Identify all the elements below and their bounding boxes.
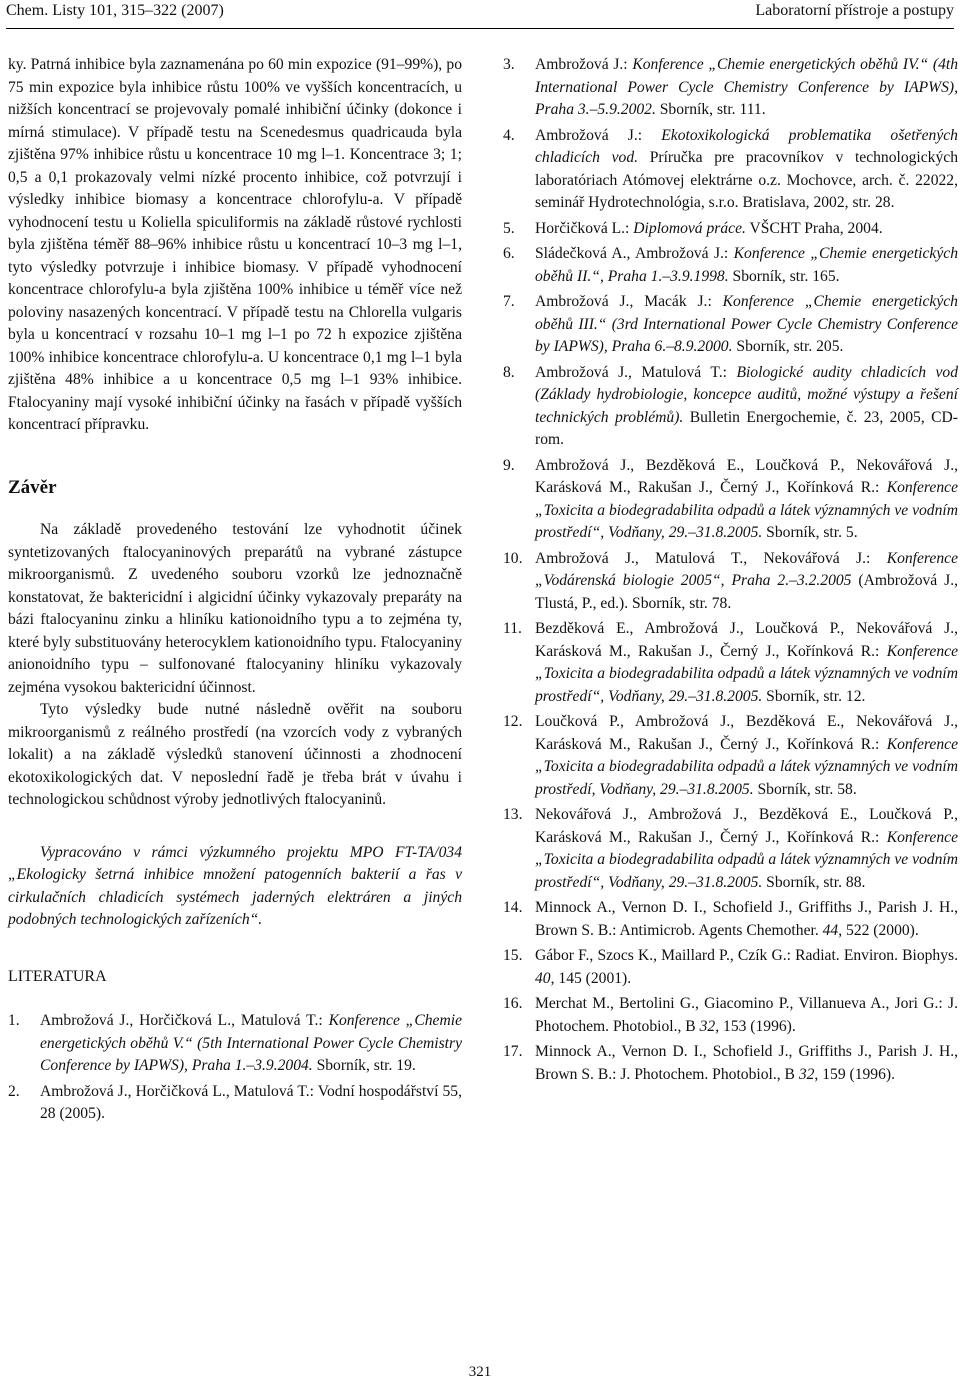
reference-item (503, 804, 958, 894)
reference-title: 44 (822, 921, 839, 939)
running-header-right: Laboratorní přístroje a postupy (755, 2, 954, 19)
reference-source: Sborník, str. 88. (762, 873, 866, 891)
reference-authors: Ambrožová J.: (535, 56, 633, 73)
reference-text (535, 1041, 958, 1086)
reference-title: Konference „Chemie energetických oběhů V.“ (5th International Power Cycle Chemistry Conference by IAPWS), Praha 1.–3.9.2004. (40, 1012, 462, 1074)
reference-source: Sborník, str. 19. (312, 1057, 416, 1074)
reference-number: 11. (503, 620, 522, 637)
reference-authors: Loučková P., Ambrožová J., Bezděková E., Nekovářová J., Karásková M., Rakušan J., Černý J., Kořínková R.: (535, 713, 958, 753)
reference-source: , 159 (1996). (814, 1065, 895, 1083)
reference-number: 3. (503, 56, 515, 73)
reference-title: 32 (798, 1065, 815, 1083)
reference-title: Konference „Toxicita a biodegradabilita odpadů a látek významných ve vodním prostředí“, Vodňany, 29.–31.8.2005. (535, 479, 958, 541)
reference-source: , 145 (2001). (550, 969, 632, 987)
reference-source: , 153 (1996). (715, 1017, 796, 1035)
reference-text (535, 125, 958, 215)
reference-title: Konference „Chemie energetických oběhů II.“, Praha 1.–3.9.1998. (535, 245, 958, 285)
reference-text (535, 362, 958, 452)
reference-title: Ekotoxikologická problematika ošetřených chladicích vod. (535, 126, 958, 166)
reference-number: 17. (503, 1043, 523, 1060)
reference-authors: Nekovářová J., Ambrožová J., Bezděková E., Loučková P., Karásková M., Rakušan J., Černý J., Kořínková R.: (535, 806, 958, 846)
reference-title: Konference „Vodárenská biologie 2005“, Praha 2.–3.2.2005 (535, 549, 958, 589)
results-paragraph: ky. Patrná inhibice byla zaznamenána po 60 min expozice (91–99%), po 75 min expozice byla inhibice růstu 100% ve vyšších koncentracích, u nižších koncentrací se projevovaly pomalé inhibiční účinky (dokonce i mírná stimulace). V případě testu na Scenedesmus quadricauda byla zjištěna 97% inhibice růstu u koncentrace 10 mg l–1. Koncentrace 3; 1; 0,5 a 0,1 prokazovaly velmi nízké procento inhibice, což potvrzují i výsledky inhibice biomasy a koncentrace chlorofylu-a. V případě vyhodnocení testu u Koliella spiculiformis na základě růstové rychlosti byla zjištěna téměř 88–96% inhibice růstu u koncentrací 10–3 mg l–1, tyto výsledky potvrzuje i inhibice biomasy. V případě vyhodnocení koncentrace chlorofylu-a byla zjištěna 100% inhibice u téměř více než poloviny nasazených koncentrací. V případě testu na Chlorella vulgaris byla u koncentrací v rozsahu 10–1 mg l–1 po 72 h expozice zjištěna 100% inhibice koncentrace chlorofylu-a. U koncentrace 0,1 mg l–1 byla zjištěna 48% inhibice a u koncentrace 0,5 mg l–1 93% inhibice. Ftalocyaniny mají vysoké inhibiční účinky na řasách v případě vyšších koncentrací přípravku. (8, 56, 462, 433)
reference-number: 10. (503, 549, 523, 567)
reference-title: Konference „Toxicita a biodegradabilita odpadů a látek významných ve vodním prostředí“, Vodňany, 29.–31.8.2005. (535, 828, 958, 891)
reference-item (503, 362, 958, 452)
reference-authors: Ambrožová J., Matulová T.: (535, 363, 737, 381)
running-header-left: Chem. Listy 101, 315–322 (2007) (6, 2, 224, 19)
reference-text (40, 1081, 462, 1126)
reference-source: Sborník, str. 5. (762, 524, 858, 541)
reference-authors: Horčičková L.: (535, 219, 634, 237)
reference-item (503, 993, 958, 1038)
reference-title: Konference „Toxicita a biodegradabilita odpadů a látek významných ve vodním prostředí, Vodňany, 29.–31.8.2005. (535, 735, 958, 798)
reference-authors: Ambrožová J.: (535, 126, 662, 144)
reference-number: 13. (503, 806, 523, 823)
reference-number: 7. (503, 293, 515, 310)
reference-text (535, 618, 958, 708)
reference-text (535, 54, 958, 122)
reference-item (503, 618, 958, 708)
page-number: 321 (468, 1364, 492, 1380)
reference-text (535, 993, 958, 1038)
reference-authors: Bezděková E., Ambrožová J., Loučková P., Nekovářová J., Karásková M., Rakušan J., Černý J., Kořínková R.: (535, 620, 958, 660)
reference-text (535, 711, 958, 801)
reference-authors: Sládečková A., Ambrožová J.: (535, 245, 734, 262)
reference-item (503, 125, 958, 215)
reference-item (503, 243, 958, 288)
reference-item (503, 548, 958, 616)
reference-title: 40 (535, 969, 551, 987)
reference-text (535, 218, 958, 241)
reference-source: Vodní hospodářství 55, 28 (2005). (40, 1082, 462, 1122)
reference-item (503, 218, 958, 241)
reference-authors: Merchat M., Bertolini G., Giacomino P., Villanueva A., Jori G.: J. Photochem. Photobiol., B (535, 995, 958, 1035)
reference-number: 14. (503, 899, 523, 916)
reference-text (535, 548, 958, 616)
conclusion-paragraph-1: Na základě provedeného testování lze vyhodnotit účinek syntetizovaných ftalocyaninových preparátů na vybrané zástupce mikroorganismů. Z uvedeného souboru vzorků lze jednoznačně konstatovat, že baktericidní i algicidní účinky vykazovaly preparáty na bázi ftalocyaninu zinku a hliníku kationoidního typu a to zejména ty, které byly substituovány heterocyklem kationoidního typu. Ftalocyaniny anionoidního typu – sulfonované ftalocyaniny hliníku vykazovaly zejména vysokou baktericidní účinnost. (8, 521, 462, 696)
reference-text (535, 897, 958, 942)
reference-source: , 522 (2000). (838, 921, 919, 939)
reference-source: Sborník, str. 205. (732, 338, 844, 355)
reference-item (503, 455, 958, 545)
reference-source: Sborník, str. 165. (728, 267, 840, 285)
reference-authors: Ambrožová J., Macák J.: (535, 293, 723, 310)
reference-title: 32 (699, 1017, 716, 1035)
reference-authors: Ambrožová J., Matulová T., Nekovářová J.: (535, 549, 887, 567)
conclusion-heading: Závěr (8, 476, 57, 498)
reference-text (535, 804, 958, 894)
reference-authors: Minnock A., Vernon D. I., Schofield J., Griffiths J., Parish J. H., Brown S. B.: Antimicrob. Agents Chemother. (535, 899, 958, 939)
reference-authors: Ambrožová J., Horčičková L., Matulová T.: (40, 1082, 318, 1100)
reference-item (503, 54, 958, 122)
reference-text (535, 455, 958, 545)
reference-item (503, 897, 958, 942)
reference-text (40, 1010, 462, 1078)
reference-authors: Gábor F., Szocs K., Maillard P., Czík G.: Radiat. Environ. Biophys. (535, 947, 958, 964)
reference-text (535, 291, 958, 359)
acknowledgement: Vypracováno v rámci výzkumného projektu MPO FT-TA/034 „Ekologicky šetrná inhibice množení patogenních bakterií a řas v cirkulačních chladicích systémech jaderných elektráren a jiných podobných technologických zařízeních“. (8, 843, 462, 928)
left-column (8, 54, 462, 1129)
right-column (503, 54, 958, 1089)
reference-item (503, 291, 958, 359)
reference-number: 15. (503, 947, 523, 964)
reference-number: 2. (8, 1082, 20, 1100)
reference-number: 5. (503, 219, 515, 237)
reference-source: Bulletin Energochemie, č. 23, 2005, CD-rom. (535, 408, 959, 448)
reference-authors: Ambrožová J., Horčičková L., Matulová T.: (40, 1012, 329, 1029)
reference-source: VŠCHT Praha, 2004. (745, 219, 883, 237)
reference-title: Konference „Chemie energetických oběhů IV.“ (4th International Power Cycle Chemistry Conference by IAPWS), Praha 3.–5.9.2002. (535, 56, 958, 118)
reference-item (503, 1041, 958, 1086)
reference-item (8, 1081, 462, 1126)
reference-text (535, 243, 958, 288)
reference-item (503, 711, 958, 801)
reference-source: Sborník, str. 58. (753, 780, 857, 798)
reference-source: Sborník, str. 12. (762, 687, 866, 705)
reference-number: 1. (8, 1012, 20, 1029)
reference-text (535, 945, 958, 990)
header-rule (6, 28, 954, 29)
reference-authors: Ambrožová J., Bezděková E., Loučková P., Nekovářová J., Karásková M., Rakušan J., Černý J., Kořínková R.: (535, 456, 958, 496)
reference-number: 6. (503, 245, 515, 262)
reference-title: Konference „Toxicita a biodegradabilita odpadů a látek významných ve vodním prostředí“, Vodňany, 29.–31.8.2005. (535, 642, 958, 705)
reference-title: Biologické audity chladicích vod (Základy hydrobiologie, koncepce auditů, možné výstupy a řešení technických problémů). (535, 363, 958, 426)
reference-number: 9. (503, 456, 515, 474)
literature-heading: LITERATURA (8, 967, 107, 985)
conclusion-paragraph-2: Tyto výsledky bude nutné následně ověřit na souboru mikroorganismů z reálného prostředí (na vzorcích vody z vybraných lokalit) a na základě výsledků stanovení účinnosti a zhodnocení ekotoxikologických dat. V neposlední řadě je třeba brát v úvahu i technologickou schůdnost výroby jednotlivých ftalocyaninů. (8, 701, 462, 808)
reference-number: 16. (503, 995, 523, 1012)
reference-source: (Ambrožová J., Tlustá, P., ed.). Sborník, str. 78. (535, 572, 959, 612)
reference-list-left (8, 1010, 462, 1126)
reference-list-right (503, 54, 958, 1086)
reference-number: 4. (503, 126, 515, 144)
reference-number: 8. (503, 363, 515, 381)
reference-number: 12. (503, 713, 523, 730)
reference-item (8, 1010, 462, 1078)
reference-authors: Minnock A., Vernon D. I., Schofield J., Griffiths J., Parish J. H., Brown S. B.: J. Photochem. Photobiol., B (535, 1043, 958, 1083)
reference-source: Príručka pre pracovníkov v technologických laboratóriach Atómovej elektrárne o.z. Mochovce, arch. č. 22022, seminář Hydrotechnológia, s.r.o. Bratislava, 2002, str. 28. (535, 149, 958, 211)
reference-item (503, 945, 958, 990)
reference-title: Konference „Chemie energetických oběhů III.“ (3rd International Power Cycle Chemistry Conference by IAPWS), Praha 6.–8.9.2000. (535, 293, 958, 355)
reference-title: Diplomová práce. (633, 219, 746, 237)
reference-source: Sborník, str. 111. (655, 101, 766, 118)
